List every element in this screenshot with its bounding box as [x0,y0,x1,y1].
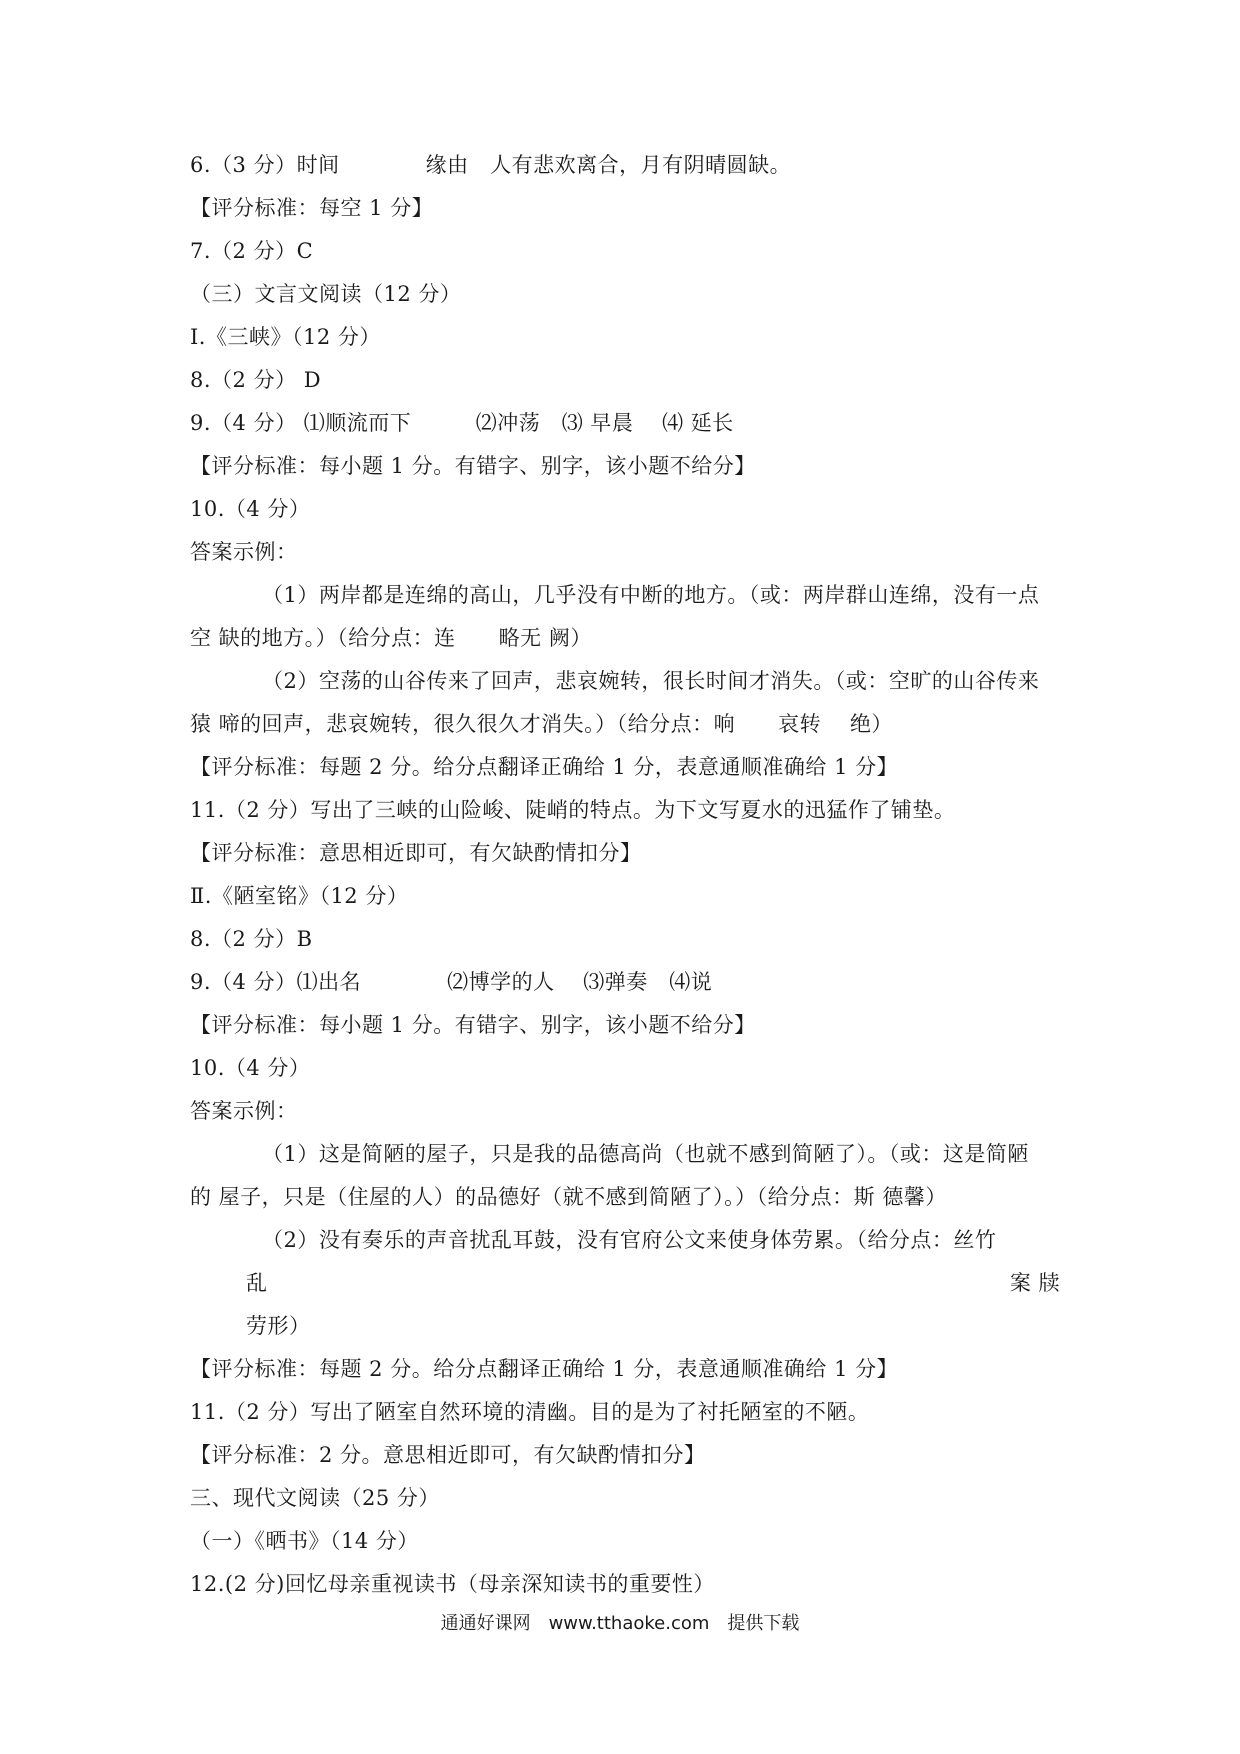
answer-7: 7.（2 分）C [190,239,314,263]
scoring-note: 【评分标准：每题 2 分。给分点翻译正确给 1 分，表意通顺准确给 1 分】 [190,1357,899,1381]
scoring-note: 【评分标准：每小题 1 分。有错字、别字，该小题不给分】 [190,454,756,478]
answer-9: 9.（4 分） ⑴顺流而下 ⑵冲荡 ⑶ 早晨 ⑷ 延长 [190,411,734,435]
page-footer: 通通好课网 www.tthaoke.com 提供下载 [440,1613,800,1634]
answer-6: 6.（3 分）时间 缘由 人有悲欢离合，月有阴晴圆缺。 [190,153,792,177]
answer-text: （1）两岸都是连绵的高山，几乎没有中断的地方。（或：两岸群山连绵，没有一点 [262,583,1040,607]
scoring-note: 【评分标准：每题 2 分。给分点翻译正确给 1 分，表意通顺准确给 1 分】 [190,755,899,779]
answer-text: （2）空荡的山谷传来了回声，悲哀婉转，很长时间才消失。（或：空旷的山谷传来 [262,669,1040,693]
subsection-heading: （一）《晒书》（14 分） [190,1529,419,1553]
answer-example-label: 答案示例： [190,1099,298,1123]
subsection-heading: Ⅱ.《陋室铭》（12 分） [190,884,409,908]
answer-10: 10.（4 分） [190,1056,311,1080]
scoring-note: 【评分标准：每空 1 分】 [190,196,434,220]
answer-text: 空 缺的地方。）（给分点：连 略无 阙） [190,626,592,650]
answer-text: （1）这是简陋的屋子，只是我的品德高尚（也就不感到简陋了）。（或：这是简陋 [262,1142,1029,1166]
answer-11: 11.（2 分）写出了三峡的山险峻、陡峭的特点。为下文写夏水的迅猛作了铺垫。 [190,798,956,822]
answer-text: （2）没有奏乐的声音扰乱耳鼓，没有官府公文来使身体劳累。（给分点：丝竹 [262,1228,997,1252]
scoring-note: 【评分标准：意思相近即可，有欠缺酌情扣分】 [190,841,642,865]
answer-11: 11.（2 分）写出了陋室自然环境的清幽。目的是为了衬托陋室的不陋。 [190,1400,870,1424]
answer-text: 的 屋子，只是（住屋的人）的品德好（就不感到简陋了）。）（给分点：斯 德馨） [190,1185,947,1209]
section-heading: 三、现代文阅读（25 分） [190,1486,440,1510]
answer-text: 案 牍 [1009,1271,1060,1295]
answer-text: 乱 [246,1271,268,1295]
answer-10: 10.（4 分） [190,497,311,521]
subsection-heading: Ⅰ.《三峡》（12 分） [190,325,381,349]
answer-text: 劳形） [246,1314,311,1338]
scoring-note: 【评分标准：2 分。意思相近即可，有欠缺酌情扣分】 [190,1443,706,1467]
answer-example-label: 答案示例： [190,540,298,564]
answer-12: 12.(2 分)回忆母亲重视读书（母亲深知读书的重要性） [190,1572,715,1596]
answer-8: 8.（2 分） D [190,368,322,392]
answer-8: 8.（2 分）B [190,927,313,951]
section-heading: （三）文言文阅读（12 分） [190,282,462,306]
answer-9: 9.（4 分）⑴出名 ⑵博学的人 ⑶弹奏 ⑷说 [190,970,713,994]
answer-text: 猿 啼的回声，悲哀婉转，很久很久才消失。）（给分点：响 哀转 绝） [190,712,893,736]
scoring-note: 【评分标准：每小题 1 分。有错字、别字，该小题不给分】 [190,1013,756,1037]
